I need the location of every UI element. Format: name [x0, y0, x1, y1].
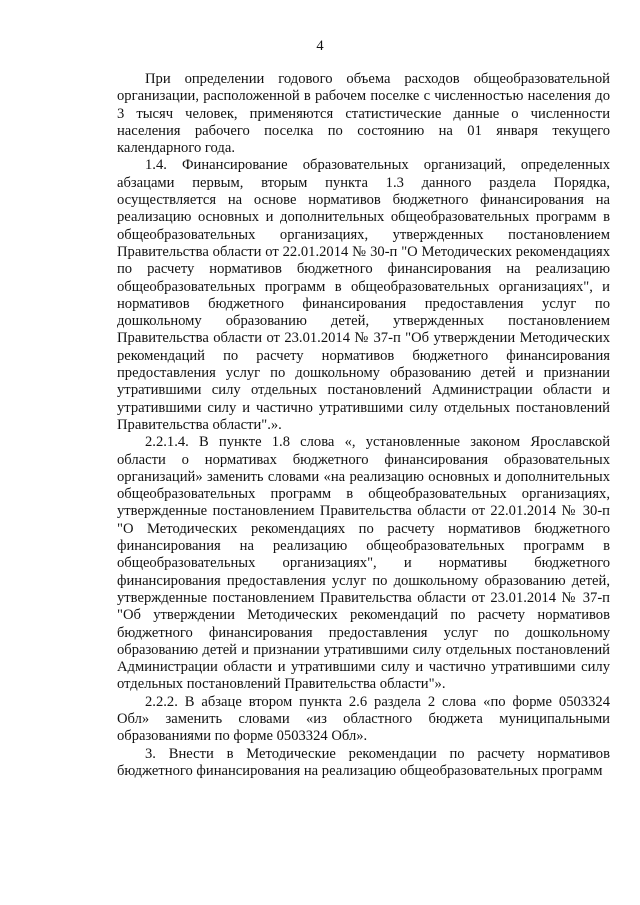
paragraph-3-amendment: 3. Внести в Методические рекомендации по расчету нормативов бюджетного финансирования на реализацию общеобразовательных программ: [117, 745, 610, 779]
paragraph-population-count: При определении годового объема расходов общеобразовательной организации, расположенной в рабочем поселке с численностью населения до 3 тысяч человек, применяются статистические данные о численности населения рабочего поселка по состоянию на 01 января текущего календарного года.: [117, 71, 610, 157]
paragraph-2-2-2-amendment: 2.2.2. В абзаце втором пункта 2.6 раздела 2 слова «по форме 0503324 Обл» заменить словами «из областного бюджета муниципальными образованиями по форме 0503324 Обл».: [117, 693, 610, 745]
page-number: 4: [316, 38, 324, 54]
document-body: [117, 71, 610, 780]
paragraph-2-2-1-4-amendment: 2.2.1.4. В пункте 1.8 слова «, установленные законом Ярославской области о нормативах бюджетного финансирования образовательных организаций» заменить словами «на реализацию основных и дополнительных общеобразовательных программ в общеобразовательных организациях, утвержденные постановлением Правительства области от 22.01.2014 № 30-п "О Методических рекомендациях по расчету нормативов бюджетного финансирования на реализацию общеобразовательных программ в общеобразовательных организациях", и нормативы бюджетного финансирования предоставления услуг по дошкольному образованию детей, утвержденные постановлением Правительства области от 23.01.2014 № 37-п "Об утверждении Методических рекомендаций по расчету нормативов бюджетного финансирования предоставления услуг по дошкольному образованию детей и признании утратившими силу отдельных постановлений Администрации области и утратившими силу и частично утратившими силу отдельных постановлений Правительства области"».: [117, 434, 610, 693]
paragraph-1-4-financing: 1.4. Финансирование образовательных организаций, определенных абзацами первым, вторым пункта 1.3 данного раздела Порядка, осуществляется на основе нормативов бюджетного финансирования на реализацию основных и дополнительных общеобразовательных программ в общеобразовательных организациях, утвержденных постановлением Правительства области от 22.01.2014 № 30-п "О Методических рекомендациях по расчету нормативов бюджетного финансирования на реализацию общеобразовательных программ в общеобразовательных организациях", и нормативов бюджетного финансирования предоставления услуг по дошкольному образованию детей, утвержденных постановлением Правительства области от 23.01.2014 № 37-п "Об утверждении Методических рекомендаций по расчету нормативов бюджетного финансирования предоставления услуг по дошкольному образованию детей и признании утратившими силу отдельных постановлений Администрации области и утратившими силу и частично утратившими силу отдельных постановлений Правительства области".».: [117, 157, 610, 433]
